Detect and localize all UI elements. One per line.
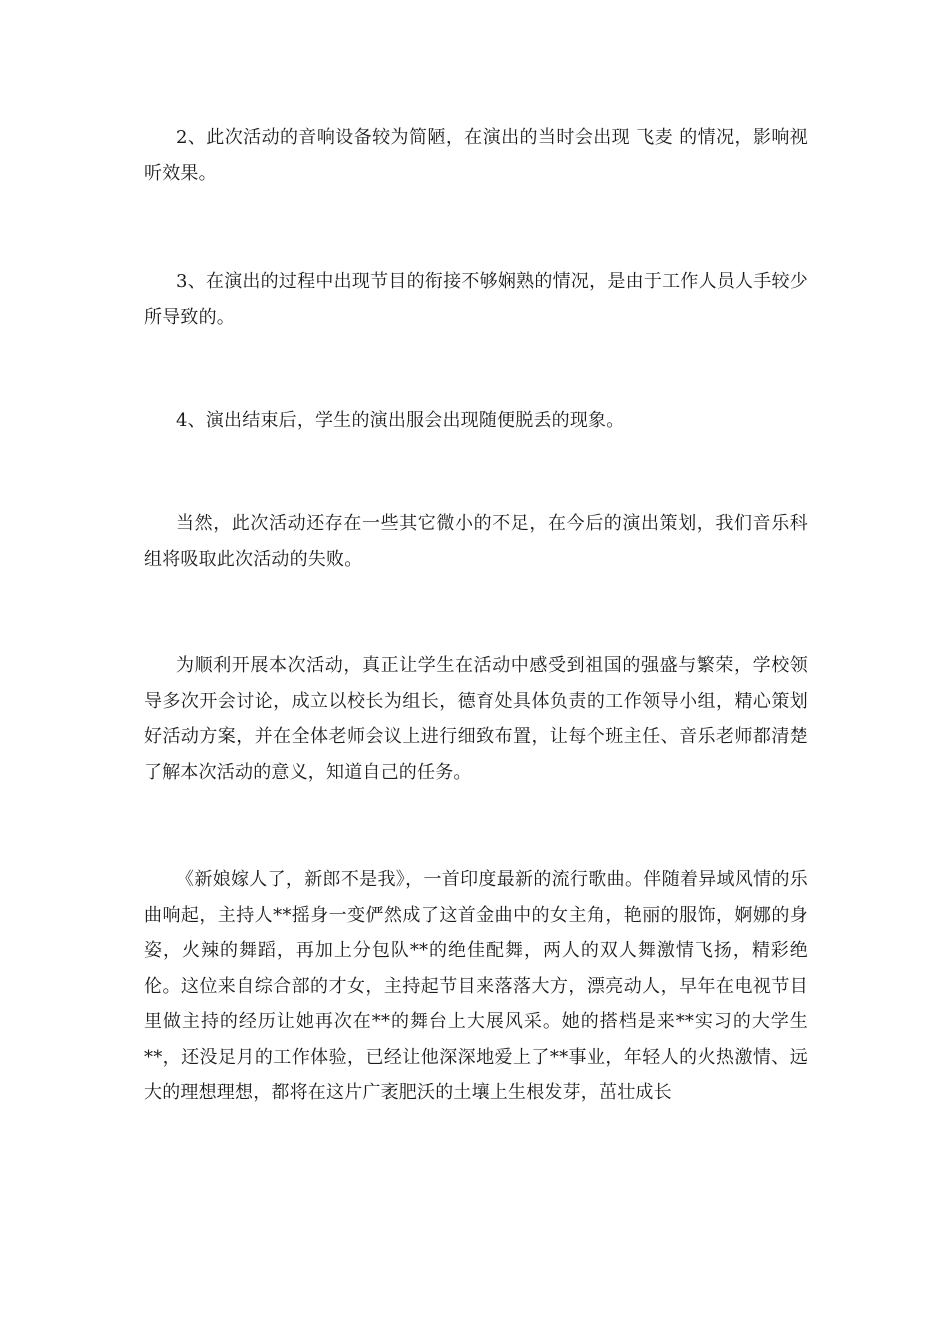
- paragraph-organization: 为顺利开展本次活动，真正让学生在活动中感受到祖国的强盛与繁荣，学校领导多次开会讨论，成立以校长为组长，德育处具体负责的工作领导小组，精心策划好活动方案，并在全体老师会议上进行细致布置，让每个班主任、音乐老师都清楚了解本次活动的意义，知道自己的任务。: [144, 655, 808, 783]
- paragraph-issue-3: 3、在演出的过程中出现节目的衔接不够娴熟的情况，是由于工作人员人手较少所导致的。: [144, 271, 808, 328]
- paragraph-issue-4: 4、演出结束后，学生的演出服会出现随便脱丢的现象。: [176, 410, 625, 431]
- paragraph-issue-2: 2、此次活动的音响设备较为简陋，在演出的当时会出现 飞麦 的情况，影响视听效果。: [144, 127, 808, 184]
- paragraph-performance: 《新娘嫁人了，新郎不是我》，一首印度最新的流行歌曲。伴随着异域风情的乐曲响起，主持人**摇身一变俨然成了这首金曲中的女主角，艳丽的服饰，婀娜的身姿，火辣的舞蹈，再加上分包队**的绝佳配舞，两人的双人舞激情飞扬，精彩绝伦。这位来自综合部的才女，主持起节目来落落大方，漂亮动人，早年在电视节目里做主持的经历让她再次在**的舞台上大展风采。她的搭档是来**实习的大学生**，还没足月的工作体验，已经让他深深地爱上了**事业，年轻人的火热激情、远大的理想理想，都将在这片广袤肥沃的土壤上生根发芽，茁壮成长: [144, 869, 808, 1103]
- paragraph-summary: 当然，此次活动还存在一些其它微小的不足，在今后的演出策划，我们音乐科组将吸取此次活动的失败。: [144, 513, 808, 570]
